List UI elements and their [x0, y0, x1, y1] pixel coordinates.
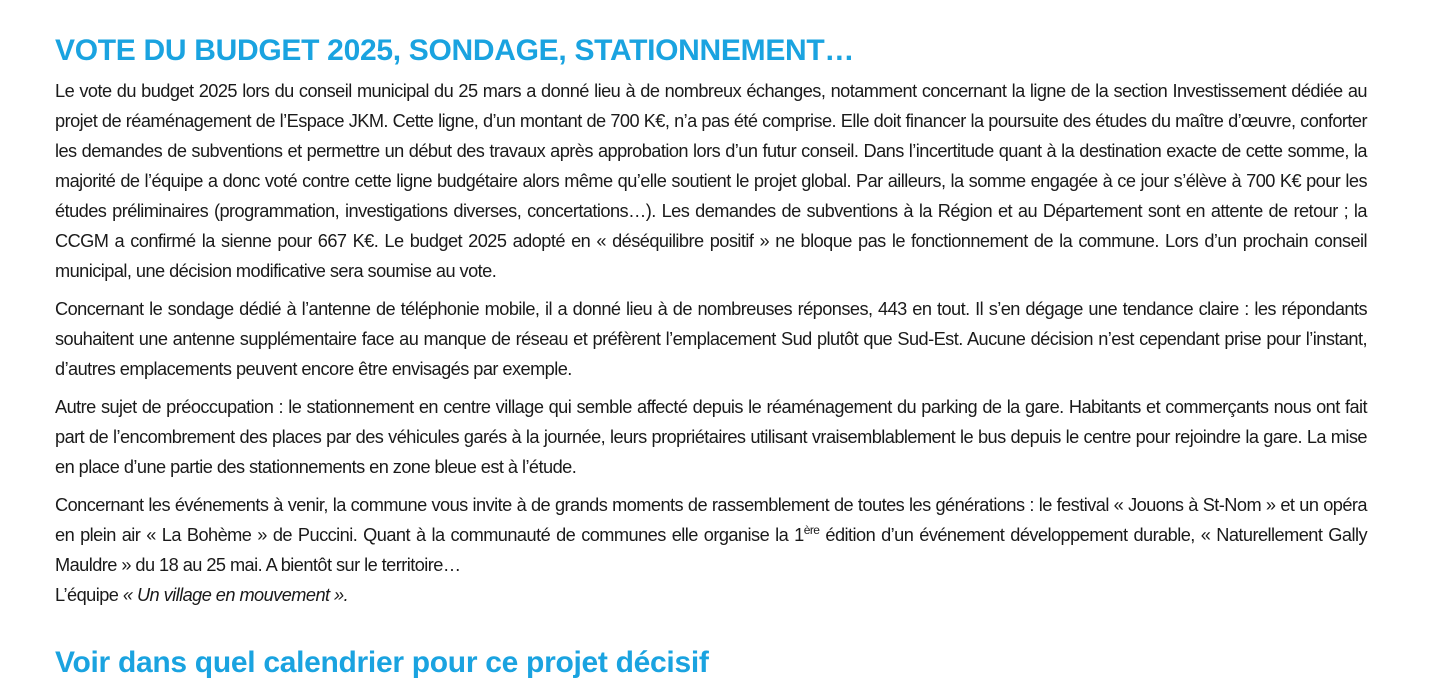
paragraph-budget: Le vote du budget 2025 lors du conseil municipal du 25 mars a donné lieu à de nombreux échanges, notamment concernant la ligne de la section Investissement dédiée au projet de réaménagement de l’Espace JKM. Cette ligne, d’un montant de 700 K€, n’a pas été comprise. Elle doit financer la poursuite des études du maître d’œuvre, conforter les demandes de subventions et permettre un début des travaux après approbation lors d’un futur conseil. Dans l’incertitude quant à la destination exacte de cette somme, la majorité de l’équipe a donc voté contre cette ligne budgétaire alors même qu’elle soutient le projet global. Par ailleurs, la somme engagée à ce jour s’élève à 700 K€ pour les études préliminaires (programmation, investigations diverses, concertations…). Les demandes de subventions à la Région et au Département sont en attente de retour ; la CCGM a confirmé la sienne pour 667 K€. Le budget 2025 adopté en « déséquilibre positif » ne bloque pas le fonctionnement de la commune. Lors d’un prochain conseil municipal, une décision modificative sera soumise au vote.: [55, 81, 1367, 281]
superscript-ordinal: ère: [803, 523, 820, 537]
next-section-heading-cut-off: Voir dans quel calendrier pour ce projet décisif: [55, 646, 709, 679]
paragraph-parking: Autre sujet de préoccupation : le stationnement en centre village qui semble affecté depuis le réaménagement du parking de la gare. Habitants et commerçants nous ont fait part de l’encombrement des places par des véhicules garés à la journée, leurs propriétaires utilisant vraisemblablement le bus depuis le centre pour rejoindre la gare. La mise en place d’une partie des stationnements en zone bleue est à l’étude.: [55, 397, 1367, 477]
events-text-end: édition d’un événement développement durable, « Naturellement Gally Mauldre » du 18 au 25 mai. A bientôt sur le territoire…: [55, 525, 1367, 575]
events-text-start: Concernant les événements à venir, la commune vous invite à de grands moments de rassemblement de toutes les générations : le festival « Jouons à St-Nom » et un opéra en plein air « La Bohème » de Puccini. Quant à la communauté de communes elle organise la 1: [55, 495, 1367, 545]
signature-line: [55, 580, 1367, 610]
article-headline: VOTE DU BUDGET 2025, SONDAGE, STATIONNEMENT…: [55, 34, 855, 67]
paragraph-survey: Concernant le sondage dédié à l’antenne de téléphonie mobile, il a donné lieu à de nombreuses réponses, 443 en tout. Il s’en dégage une tendance claire : les répondants souhaitent une antenne supplémentaire face au manque de réseau et préfèrent l’emplacement Sud plutôt que Sud-Est. Aucune décision n’est cependant prise pour l’instant, d’autres emplacements peuvent encore être envisagés par exemple.: [55, 299, 1367, 379]
article-section: [55, 30, 1367, 610]
signature-team-name: « Un village en mouvement ».: [122, 585, 349, 605]
signature-prefix: L’équipe: [55, 585, 123, 605]
paragraph-events: [55, 490, 1367, 580]
